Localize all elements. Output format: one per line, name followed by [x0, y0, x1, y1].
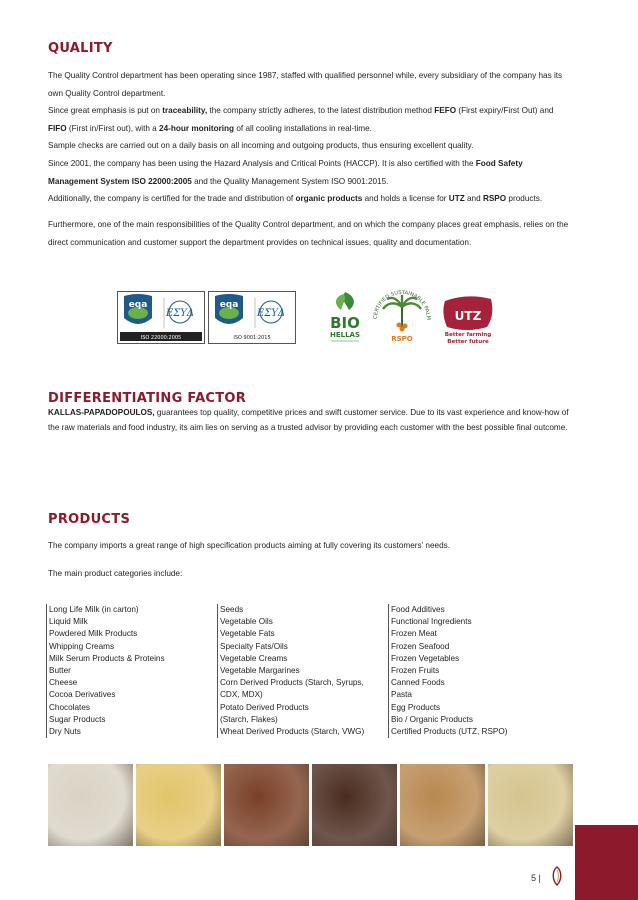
product-list-column-1 [46, 604, 165, 738]
products-heading: PRODUCTS [48, 512, 131, 527]
photo-cocoa-powder [224, 764, 309, 846]
quality-paragraph-1: The Quality Control department has been operating since 1987, staffed with qualified personnel while, every subsidiary of the company has its own Quality Control department. [48, 71, 563, 98]
product-item: Chocolates [49, 702, 90, 712]
utz-tagline-2: Better future [447, 339, 489, 345]
eqa-text: eqa [128, 300, 148, 310]
quality-paragraph-2: Since great emphasis is put on traceability, the company strictly adheres, to the latest distribution method FEFO (First expiry/First Out) and FIFO (First in/First out), with a 24-hour monitoring of all cooling installations in real-time. [48, 106, 554, 133]
product-item: Vegetable Fats [220, 629, 275, 639]
rspo-logo [369, 285, 435, 352]
product-item: Frozen Fruits [391, 666, 440, 676]
product-item: (Starch, Flakes) [220, 714, 278, 724]
eqa-text: eqa [219, 300, 239, 310]
rspo-text: RSPO [391, 335, 413, 343]
product-item: Cheese [49, 678, 78, 688]
product-item: Egg Products [391, 702, 441, 712]
rspo-arc-text: CERTIFIED SUSTAINABLE PALM [372, 289, 432, 321]
hellas-text: HELLAS [329, 331, 361, 339]
product-item: Corn Derived Products (Starch, Syrups, [220, 678, 364, 688]
quality-paragraph-6: Furthermore, one of the main responsibilities of the Quality Control department, and on which the company places great emphasis, relies on the direct communication and customer support the department provides on technical issues, quality and documentation. [48, 220, 569, 247]
product-item: Bio / Organic Products [391, 714, 473, 724]
product-item: Frozen Vegetables [391, 653, 460, 663]
photo-bread-with-spread [400, 764, 485, 846]
product-item: Butter [49, 666, 71, 676]
page-accent-block [575, 825, 638, 900]
product-item: Frozen Seafood [391, 641, 450, 651]
quality-heading: QUALITY [48, 41, 113, 56]
svg-text:ΕΣΥΔ: ΕΣΥΔ [165, 308, 195, 319]
product-item: Wheat Derived Products (Starch, VWG) [220, 727, 365, 737]
products-intro: The company imports a great range of high specification products aiming at fully covering its customers’ needs. [48, 541, 450, 550]
product-list-column-3 [388, 604, 507, 738]
bio-hellas-logo [325, 290, 365, 350]
company-logo-icon [551, 866, 563, 891]
iso22000-label: ISO 22000:2005 [140, 335, 182, 341]
utz-tagline-1: Better farming [444, 332, 492, 338]
product-photo-strip [48, 764, 573, 846]
product-list-column-2 [217, 604, 364, 738]
differentiating-heading: DIFFERENTIATING FACTOR [48, 391, 247, 406]
quality-paragraph-5: Additionally, the company is certified for the trade and distribution of organic products and holds a license for UTZ and RSPO products. [48, 194, 543, 203]
product-item: Frozen Meat [391, 629, 437, 639]
product-item: Potato Derived Products [220, 702, 309, 712]
product-item: Whipping Creams [49, 641, 115, 651]
products-subheading: The main product categories include: [48, 569, 183, 578]
product-item: Pasta [391, 690, 412, 700]
photo-cheese [488, 764, 573, 846]
product-item: Vegetable Oils [220, 617, 273, 627]
photo-flour [48, 764, 133, 846]
product-item: Vegetable Margarines [220, 666, 300, 676]
differentiating-paragraph: KALLAS-PAPADOPOULOS, guarantees top quality, competitive prices and swift customer service. Due to its vast experience and know-how of the raw materials and food industry, its aim lies on serving as a trusted advisor by providing each customer with the best possible final outcome. [48, 408, 569, 432]
quality-paragraph-3: Sample checks are carried out on a daily basis on all incoming and outgoing products, thus ensuring excellent quality. [48, 141, 474, 150]
product-item: Powdered Milk Products [49, 629, 138, 639]
product-item: Specialty Fats/Oils [220, 641, 288, 651]
utz-logo [437, 293, 499, 350]
bio-text: BIO [330, 314, 360, 332]
product-item: Liquid Milk [49, 617, 88, 627]
product-item: CDX, MDX) [220, 690, 263, 700]
svg-text:ΕΣΥΔ: ΕΣΥΔ [256, 308, 286, 319]
photo-butter [136, 764, 221, 846]
product-item: Vegetable Creams [220, 653, 288, 663]
product-item: Milk Serum Products & Proteins [49, 653, 165, 663]
product-item: Sugar Products [49, 714, 106, 724]
iso9001-label: ISO 9001:2015 [233, 335, 271, 341]
product-item: Dry Nuts [49, 727, 81, 737]
product-item: Certified Products (UTZ, RSPO) [391, 727, 508, 737]
product-item: Functional Ingredients [391, 617, 472, 627]
eqa-iso9001-certificate [208, 291, 296, 344]
page-number: 5 | [531, 873, 541, 883]
photo-chocolate [312, 764, 397, 846]
utz-text: UTZ [454, 309, 482, 323]
product-item: Food Additives [391, 605, 445, 614]
product-item: Seeds [220, 605, 244, 614]
quality-paragraph-4: Since 2001, the company has been using the Hazard Analysis and Critical Points (HACCP). It is also certified with the Food Safety Management System ISO 22000:2005 and the Quality Management System ISO 9001:2015. [48, 159, 523, 186]
eqa-iso22000-certificate [117, 291, 205, 344]
product-item: Canned Foods [391, 678, 445, 688]
product-item: Cocoa Derivatives [49, 690, 116, 700]
product-item: Long Life Milk (in carton) [49, 605, 139, 614]
